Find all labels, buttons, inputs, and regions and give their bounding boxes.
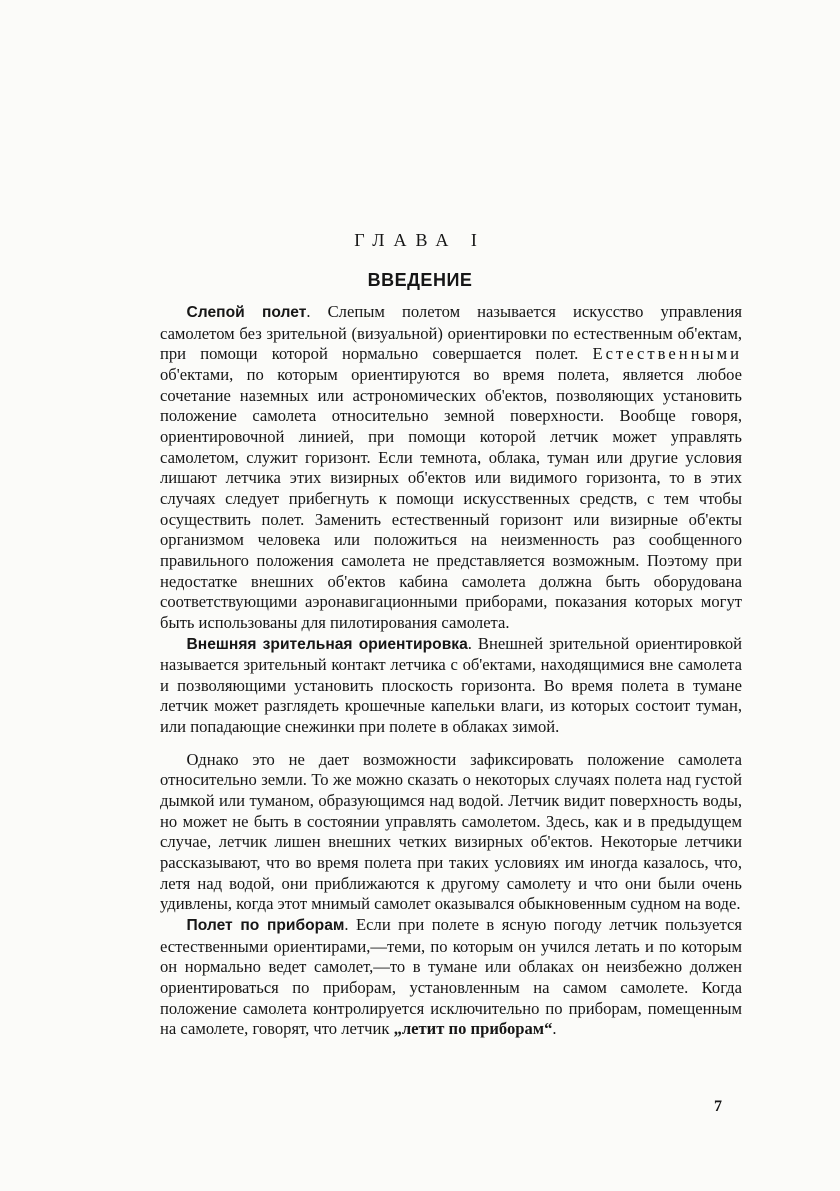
paragraph-visual-orientation bbox=[160, 634, 742, 738]
chapter-heading: ГЛАВА I bbox=[354, 230, 486, 250]
spaced-emphasis: Естественными bbox=[592, 344, 742, 364]
paragraph-text: . Внешней зрительной ориентировкой называется зрительный контакт летчика с об'ектами, находящимися вне самолета и позволяющими установить плоскость горизонта. Во время полета в тумане летчик может разглядеть крошечные капельки влаги, из которых состоит туман, или попадающие снежинки при полете в облаках зимой. bbox=[160, 633, 742, 737]
paragraph-text: Однако это не дает возможности зафиксировать положение самолета относительно земли. То же можно сказать о некоторых случаях полета над густой дымкой или туманом, образующимся над водой. Летчик видит поверхность воды, но может не быть в состоянии управлять самолетом. Здесь, как и в предыдущем случае, летчик лишен внешних четких визирных об'ектов. Некоторые летчики рассказывают, что во время полета при таких условиях им иногда казалось, что, летя над водой, они приближаются к другому самолету и что они были очень удивлены, когда этот мнимый самолет оказывался обыкновенным судном на воде. bbox=[160, 749, 742, 914]
paragraph-text: . Если при полете в ясную погоду летчик пользуется естественными ориентирами,—теми, по которым он учился летать и по которым он нормально ведет самолет,—то в тумане или облаках он неизбежно должен ориентироваться по приборам, установленным на самом самолете. Когда положение самолета контролируется исключительно по приборам, помещенным на самолете, говорят, что летчик bbox=[160, 915, 742, 1039]
quoted-phrase: „летит по приборам“ bbox=[393, 1019, 553, 1039]
paragraph-lead: Внешняя зрительная ориентировка bbox=[186, 635, 468, 653]
paragraph-instrument-flight bbox=[160, 915, 742, 1040]
paragraph-lead: Слепой полет bbox=[186, 304, 307, 321]
chapter-title: ВВЕДЕНИЕ bbox=[367, 270, 473, 290]
paragraph-text: . Слепым полетом называется искусство управления самолетом без зрительной (визуальной) ориентировки по естественным об'ектам, при помощи которой нормально совершается полет. bbox=[160, 302, 742, 364]
paragraph-text: об'ектами, по которым ориентируются во время полета, является любое сочетание наземных или астрономических об'ектов, позволяющих установить положение самолета относительно земной поверхности. Вообще говоря, ориентировочной линией, при помощи которой летчик может управлять самолетом, служит горизонт. Если темнота, облака, туман или другие условия лишают летчика этих визирных об'ектов или видимого горизонта, то в этих случаях следует прибегнуть к помощи искусственных средств, с тем чтобы осуществить полет. Заменить естественный горизонт или визирные об'екты организмом человека или положиться на неизменность раз сообщенного правильного положения самолета не представляется возможным. Поэтому при недостатке внешних об'ектов кабина самолета должна быть оборудована соответствующими аэронавигационными приборами, показания которых могут быть использованы для пилотирования самолета. bbox=[160, 364, 742, 632]
paragraph-end: . bbox=[552, 1019, 557, 1039]
paragraph-lead: Полет по приборам bbox=[186, 917, 345, 935]
body-text bbox=[160, 302, 742, 1040]
page-number: 7 bbox=[714, 1098, 722, 1115]
paragraph-however bbox=[160, 750, 742, 915]
paragraph-blind-flight bbox=[160, 302, 742, 634]
